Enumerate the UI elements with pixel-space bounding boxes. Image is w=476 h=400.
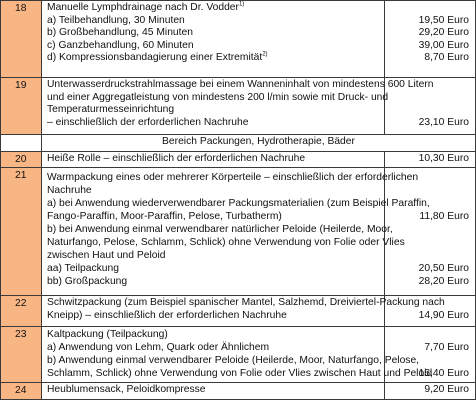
table-row	[1, 296, 475, 327]
description-line: Fango-Paraffin, Moor-Paraffin, Pelose, Turbatherm)	[47, 210, 282, 222]
section-header-cell	[42, 135, 475, 151]
row-prices	[385, 327, 475, 382]
price-cell	[385, 198, 469, 211]
description-line: Heiße Rolle – einschließlich der erforderlichen Nachruhe	[47, 153, 306, 164]
description-line: Schwitzpackung (zum Beispiel spanischer Mantel, Salzhemd, Dreiviertel-Packung nach	[47, 297, 445, 308]
row-description	[42, 1, 385, 77]
price-cell	[385, 237, 469, 250]
price-cell: 7,70 Euro	[424, 341, 469, 353]
description-line: Schlamm, Schlick) ohne Verwendung von Folie oder Vlies zwischen Haut und Peloid	[47, 367, 433, 379]
price-cell: 10,30 Euro	[418, 153, 469, 164]
description-line: Manuelle Lymphdrainage nach Dr. Vodder	[47, 2, 239, 13]
row-description	[42, 327, 433, 382]
row-description	[42, 168, 430, 295]
price-cell	[385, 329, 469, 342]
description-line: b) Anwendung einmal verwendbarer Peloide (Heilerde, Moor, Naturfango, Pelose,	[47, 355, 420, 367]
price-cell	[385, 172, 469, 185]
row-prices	[385, 78, 475, 134]
price-cell: 9,20 Euro	[424, 384, 469, 395]
table-row	[1, 78, 475, 135]
row-number: 23	[1, 327, 42, 382]
description-line: a) Anwendung von Lehm, Quark oder Ähnlichem	[47, 341, 270, 353]
footnote-marker: 2)	[262, 51, 268, 58]
row-prices	[385, 296, 475, 326]
description-line: Unterwasserdruckstrahlmassage bei einem Wanneninhalt von mindestens 600 Litern	[47, 79, 434, 90]
description-line: Kaltpackung (Teilpackung)	[47, 329, 168, 340]
description-line: b) Großbehandlung, 45 Minuten	[47, 27, 193, 39]
price-cell: 20,50 Euro	[418, 263, 469, 275]
row-prices	[385, 152, 475, 167]
price-cell	[385, 92, 469, 105]
row-number: 21	[1, 168, 42, 295]
price-cell: 8,70 Euro	[424, 52, 469, 64]
footnote-marker: 1)	[238, 1, 245, 8]
table-row	[1, 327, 475, 383]
description-line: c) Ganzbehandlung, 60 Minuten	[47, 39, 194, 51]
price-cell: 15,40 Euro	[418, 367, 469, 379]
row-number: 24	[1, 383, 42, 399]
table-row	[1, 383, 475, 399]
description-line: Temperaturmesseinrichtung	[47, 104, 175, 116]
section-header-row	[1, 135, 475, 152]
price-cell: 23,10 Euro	[418, 116, 469, 128]
price-cell	[385, 2, 469, 15]
table-row	[1, 168, 475, 296]
price-cell	[385, 79, 469, 92]
price-cell: 29,20 Euro	[418, 27, 469, 39]
description-line: Heublumensack, Peloidkompresse	[47, 384, 206, 395]
description-line: a) bei Anwendung wiederverwendbarer Packungsmaterialien (zum Beispiel Paraffin,	[47, 198, 430, 210]
price-cell: 11,80 Euro	[419, 210, 469, 222]
description-line: bb) Großpackung	[47, 275, 128, 287]
description-line: a) Teilbehandlung, 30 Minuten	[47, 14, 185, 26]
row-number: 20	[1, 152, 42, 167]
table-row	[1, 1, 475, 78]
price-cell	[385, 250, 469, 263]
price-cell	[385, 185, 469, 198]
row-number-blank	[1, 135, 42, 151]
row-description	[42, 78, 434, 134]
row-number: 22	[1, 296, 42, 326]
description-line: und einer Aggregatleistung von mindestens 200 l/min sowie mit Druck- und	[47, 91, 389, 103]
description-line: zwischen Haut und Peloid	[47, 249, 166, 261]
row-description	[42, 152, 385, 167]
price-cell	[385, 224, 469, 237]
row-number: 18	[1, 1, 42, 77]
price-cell	[385, 355, 469, 368]
description-line: d) Kompressionsbandagierung einer Extremität	[47, 52, 263, 64]
price-cell: 19,50 Euro	[418, 14, 469, 26]
row-prices	[385, 383, 475, 399]
description-line: Warmpackung eines oder mehrerer Körperteile – einschließlich der erforderlichen	[47, 172, 419, 183]
price-cell: 28,20 Euro	[418, 275, 469, 287]
price-cell	[385, 104, 469, 117]
section-header: Bereich Packungen, Hydrotherapie, Bäder	[162, 136, 355, 147]
price-cell: 14,90 Euro	[418, 309, 469, 321]
row-number: 19	[1, 78, 42, 134]
row-prices	[385, 168, 475, 295]
description-line: b) bei Anwendung einmal verwendbarer natürlicher Peloide (Heilerde, Moor,	[47, 224, 393, 236]
row-prices	[385, 1, 475, 77]
row-description	[42, 383, 385, 399]
table-row	[1, 152, 475, 168]
description-line: Kneipp) – einschließlich der erforderlichen Nachruhe	[47, 309, 287, 321]
description-line: Naturfango, Pelose, Schlamm, Schlick) ohne Verwendung von Folie oder Vlies	[47, 236, 405, 248]
description-line: – einschließlich der erforderlichen Nachruhe	[47, 116, 249, 128]
price-cell: 39,00 Euro	[418, 39, 469, 51]
description-line: aa) Teilpackung	[47, 263, 119, 275]
description-line: Nachruhe	[47, 184, 92, 196]
price-cell	[385, 297, 469, 310]
